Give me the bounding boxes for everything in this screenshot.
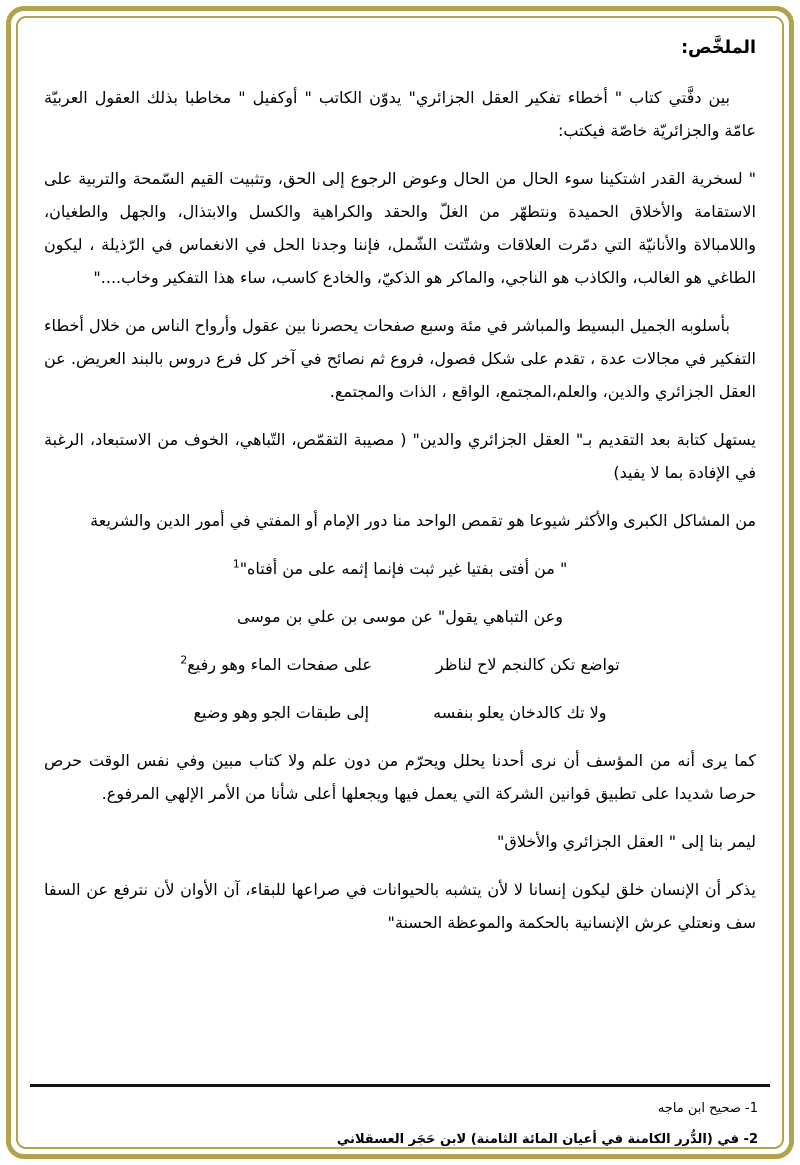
poetry-line-1	[44, 648, 756, 681]
poetry-line-2	[44, 696, 756, 729]
tabahi-line: وعن التباهي يقول" عن موسى بن علي بن موسى	[237, 607, 563, 626]
style-paragraph: بأسلوبه الجميل البسيط والمباشر في مئة وسبع صفحات يحصرنا بين عقول وأرواح الناس من خلال أخطاء التفكير في مجالات عدة ، تقدم على شكل فصول، فروع ثم نصائح في آخر كل فرع دروس بالبند العريض. عن العقل الجزائري والدين، والعلم،المجتمع، الواقع ، الذات والمجتمع.	[44, 316, 756, 401]
verse2-right-hemistich: ولا تك كالدخان يعلو بنفسه	[433, 703, 607, 722]
hadith-text: " من أفتى بفتيا غير ثبت فإنما إثمه على من أفتاه"	[239, 559, 568, 578]
religion-section-paragraph: يستهل كتابة بعد التقديم بـ" العقل الجزائري والدين" ( مصيبة التقمّص، التّباهي، الخوف من الاستبعاد، الرغبة في الإفادة بما لا يفيد)	[44, 430, 756, 482]
footnote-1: 1- صحيح ابن ماجه	[657, 1101, 758, 1116]
footnote-separator	[30, 1084, 770, 1087]
intro-paragraph: بين دفَّتي كتاب " أخطاء تفكير العقل الجزائري" يدوّن الكاتب " أوكفيل " مخاطبا بذلك العقول العربيّة عامّة والجزائريّة خاصّة فيكتب:	[44, 88, 756, 140]
ethics-line: ليمر بنا إلى " العقل الجزائري والأخلاق"	[497, 832, 756, 851]
footnote-ref-1: 1	[232, 557, 240, 571]
document-body	[44, 32, 756, 954]
hadith-quote	[44, 552, 756, 585]
verse1-left-hemistich	[180, 648, 372, 681]
mufti-paragraph: كما يرى أنه من المؤسف أن نرى أحدنا يحلل ويحرّم من دون علم ولا كتاب مبين وفي نفس الوقت حرص حرصا شديدا على تطبيق قوانين الشركة التي يعمل فيها ويجعلها أعلى شأنا من الأمر الإلهي المرفوع.	[44, 751, 756, 803]
summary-heading: الملخَّص:	[681, 38, 756, 58]
verse2-left-hemistich: إلى طبقات الجو وهو وضيع	[193, 703, 370, 722]
human-paragraph: يذكر أن الإنسان خلق ليكون إنسانا لا لأن يتشبه بالحيوانات في صراعها للبقاء، آن الأوان لأن نترفع عن السفا سف ونعتلي عرش الإنسانية بالحكمة والموعظة الحسنة"	[44, 880, 756, 932]
footnotes-section	[28, 1084, 772, 1151]
problems-line: من المشاكل الكبرى والأكثر شيوعا هو تقمص الواحد منا دور الإمام أو المفتي في أمور الدين والشريعة	[90, 511, 756, 530]
footnote-2: 2- في (الدُّرر الكامنة في أعيان المائة الثامنة) لابن حَجَر العسقلاني	[336, 1132, 758, 1147]
footnote-ref-2: 2	[180, 653, 188, 667]
book-quote-paragraph: " لسخرية القدر اشتكينا سوء الحال من الحال وعوض الرجوع إلى الحق، وتثبيت القيم السّمحة والتربية على الاستقامة والأخلاق الحميدة ونتطهّر من الغلّ والحقد والكراهية والكسل والابتذال، والجهل والطغيان، واللامبالاة والأنانيّة التي دمّرت العلاقات وشتّتت الشّمل، فإننا وجدنا الحل في الانغماس في الرّذيلة ، ليكون الطاغي هو الغالب، والكاذب هو الناجي، والماكر هو الذكيّ، والخادع كاسب، ساء هذا التفكير وخاب...."	[44, 169, 756, 287]
verse1-right-hemistich: تواضع تكن كالنجم لاح لناظر	[435, 655, 620, 674]
verse1-left-text: على صفحات الماء وهو رفيع	[187, 655, 372, 674]
